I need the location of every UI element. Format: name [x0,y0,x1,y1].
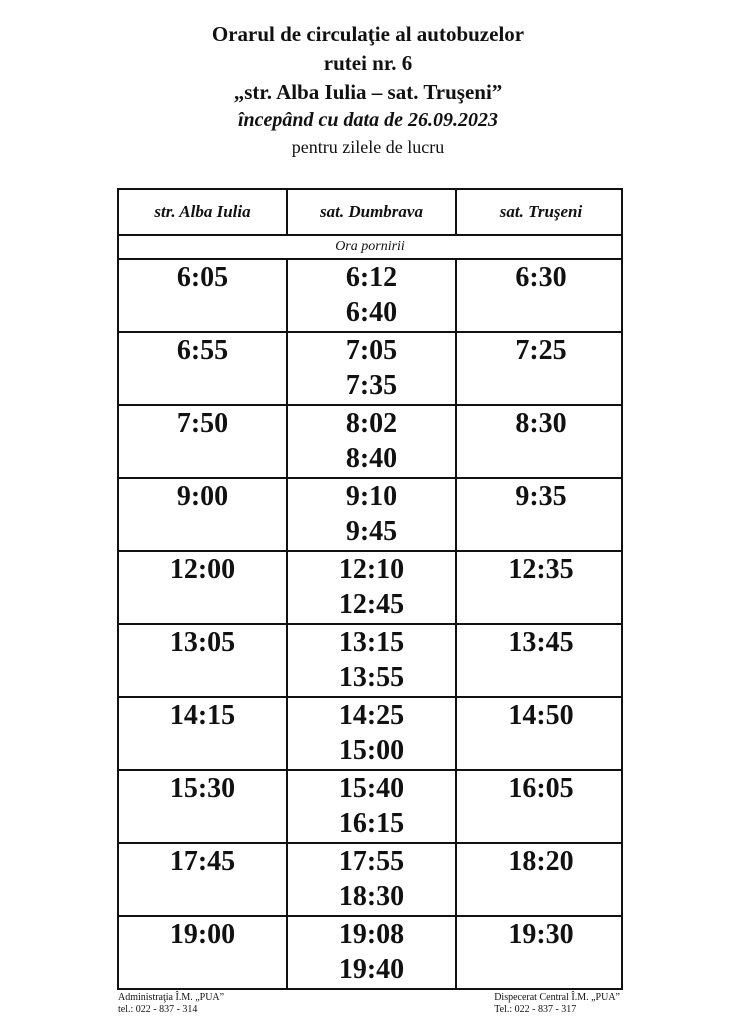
time-cell [457,661,625,697]
time-cell: 12:00 [169,553,236,585]
column-dumbrava [288,771,457,842]
table-row-group [119,260,621,333]
time-cell: 7:50 [176,407,229,439]
time-cell [457,807,625,843]
time-cell: 18:20 [508,845,574,877]
administration-phone: tel.: 022 - 837 - 314 [118,1004,198,1015]
dispatch-name: Dispecerat Central Î.M. „PUA” [494,992,620,1003]
time-cell: 6:40 [345,297,398,329]
time-cell: 12:35 [508,553,574,585]
column-alba-iulia [119,333,288,404]
time-cell: 15:30 [169,772,236,804]
column-alba-iulia [119,479,288,550]
time-cell: 6:12 [345,261,398,293]
time-cell: 16:15 [338,808,405,840]
time-cell [119,515,286,551]
footer-dispatch [494,992,620,1016]
time-cell: 19:08 [338,918,405,950]
time-cell: 17:45 [169,845,236,877]
time-cell: 16:05 [508,772,574,804]
schedule-header [0,20,736,159]
time-cell: 6:30 [515,261,567,293]
column-truseni [457,625,625,696]
time-cell: 14:15 [169,699,236,731]
table-row-group [119,844,621,917]
time-cell: 19:00 [169,918,236,950]
table-row-group [119,917,621,988]
time-cell: 6:05 [176,261,229,293]
time-cell [457,880,625,916]
column-truseni [457,917,625,988]
timetable [117,188,623,990]
time-cell: 9:00 [176,480,229,512]
time-cell: 12:45 [338,589,405,621]
column-dumbrava [288,844,457,915]
time-cell [119,296,286,332]
time-cell [119,734,286,770]
column-header-dumbrava: sat. Dumbrava [288,190,457,234]
time-cell: 19:40 [338,954,405,986]
time-cell: 13:15 [338,626,405,658]
time-cell: 6:55 [176,334,229,366]
column-alba-iulia [119,771,288,842]
time-cell [457,515,625,551]
time-cell: 13:05 [169,626,236,658]
table-row-group [119,406,621,479]
time-cell: 8:40 [345,443,398,475]
time-cell: 15:00 [338,735,405,767]
time-cell: 12:10 [338,553,405,585]
time-cell: 17:55 [338,845,405,877]
column-dumbrava [288,479,457,550]
column-truseni [457,698,625,769]
column-truseni [457,844,625,915]
table-row-group [119,333,621,406]
column-dumbrava [288,406,457,477]
time-cell [457,734,625,770]
column-truseni [457,552,625,623]
column-dumbrava [288,917,457,988]
column-alba-iulia [119,406,288,477]
administration-name: Administraţia Î.M. „PUA” [118,992,225,1003]
time-cell: 14:50 [508,699,574,731]
time-cell [119,661,286,697]
time-cell: 7:25 [515,334,567,366]
timetable-body [119,260,621,988]
column-alba-iulia [119,625,288,696]
time-cell: 9:45 [345,516,398,548]
title-line-2: rutei nr. 6 [323,51,413,75]
time-cell [119,880,286,916]
column-header-truseni: sat. Truşeni [499,202,583,221]
effective-date: începând cu data de 26.09.2023 [238,109,498,131]
time-cell: 8:02 [345,407,398,439]
time-cell: 13:55 [338,662,405,694]
time-cell [119,588,286,624]
title-line-1: Orarul de circulaţie al autobuzelor [211,22,525,46]
time-cell: 7:35 [345,370,398,402]
time-cell: 18:30 [338,881,405,913]
timetable-header-row [119,190,621,236]
time-cell: 15:40 [338,772,405,804]
column-alba-iulia [119,260,288,331]
table-row-group [119,698,621,771]
column-truseni [457,479,625,550]
column-truseni [457,333,625,404]
time-cell [457,953,625,989]
column-alba-iulia [119,844,288,915]
time-cell: 8:30 [515,407,567,439]
working-days-note: pentru zilele de lucru [291,137,445,157]
table-row-group [119,479,621,552]
time-cell [119,953,286,989]
table-row-group [119,771,621,844]
time-cell: 13:45 [508,626,574,658]
column-truseni [457,406,625,477]
column-dumbrava [288,698,457,769]
time-cell [457,588,625,624]
time-cell [457,369,625,405]
table-row-group [119,625,621,698]
time-cell [119,442,286,478]
column-truseni [457,771,625,842]
title-line-3: „str. Alba Iulia – sat. Truşeni” [233,80,503,104]
footer-administration [118,992,224,1016]
column-alba-iulia [119,698,288,769]
column-dumbrava [288,625,457,696]
time-cell: 7:05 [345,334,398,366]
time-cell: 9:10 [345,480,398,512]
column-alba-iulia [119,552,288,623]
column-header-alba-iulia: str. Alba Iulia [119,190,288,234]
departure-time-subheader: Ora pornirii [119,236,621,260]
column-dumbrava [288,260,457,331]
column-truseni [457,260,625,331]
time-cell: 14:25 [338,699,405,731]
column-dumbrava [288,552,457,623]
time-cell [457,442,625,478]
time-cell [457,296,625,332]
time-cell [119,807,286,843]
time-cell [119,369,286,405]
column-dumbrava [288,333,457,404]
column-alba-iulia [119,917,288,988]
table-row-group [119,552,621,625]
time-cell: 19:30 [508,918,574,950]
time-cell: 9:35 [515,480,567,512]
dispatch-phone: Tel.: 022 - 837 - 317 [494,1004,577,1015]
